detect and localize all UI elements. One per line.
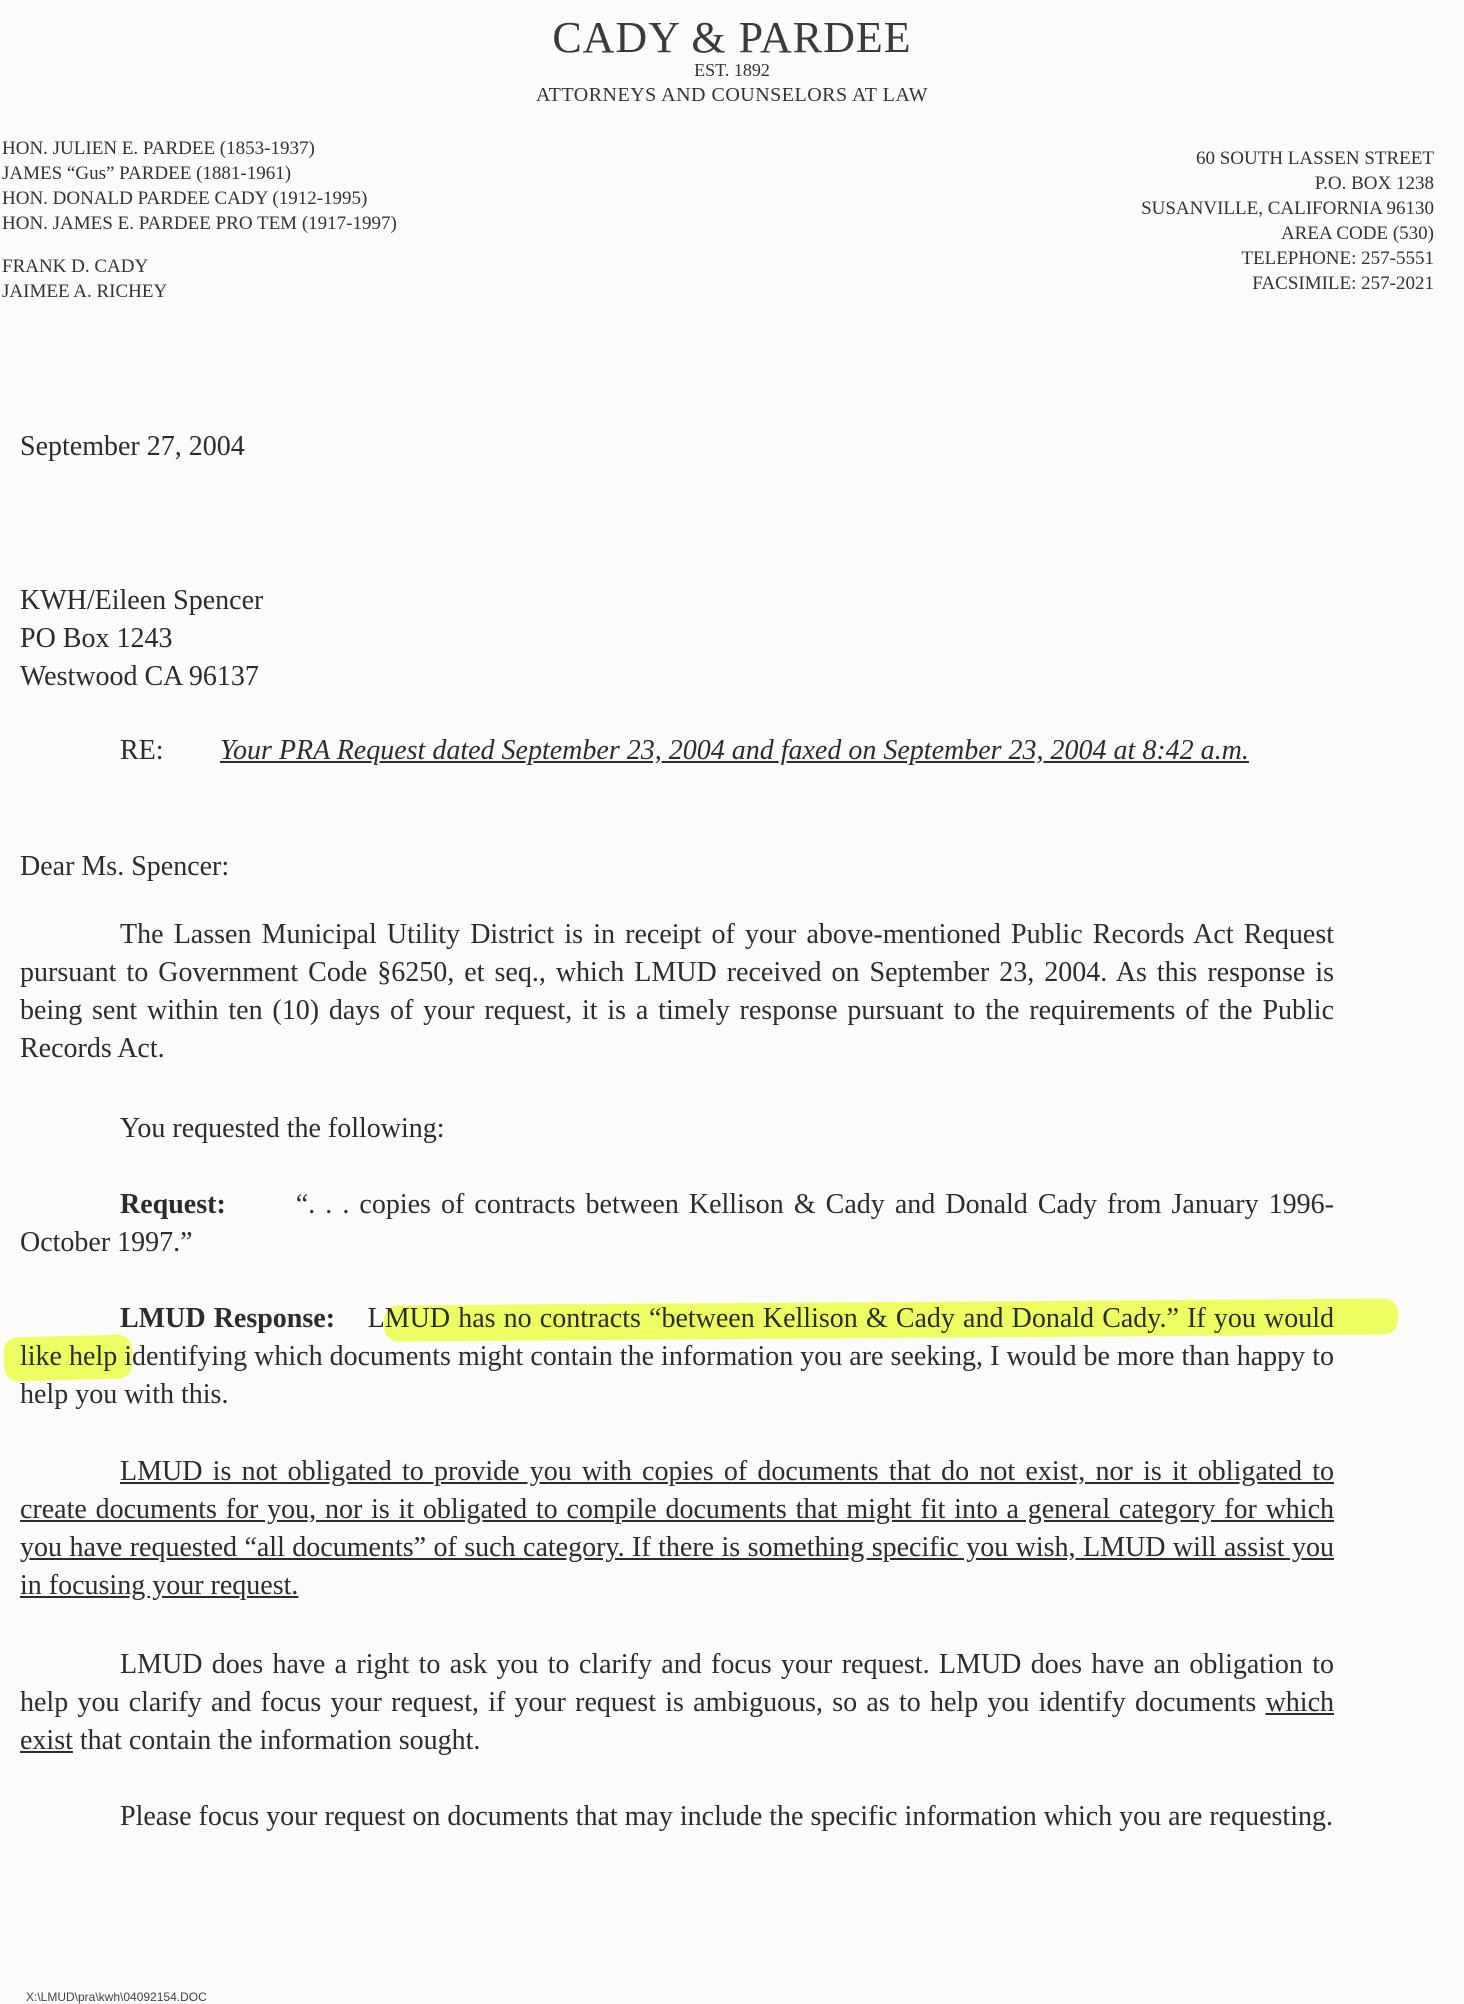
paragraph-response (20, 1300, 1334, 1414)
paragraph-text: The Lassen Municipal Utility District is in receipt of your above-mentioned Public Records Act Request pursuant to Government Code §6250, et seq., which LMUD received on September 23, 2004. As this response is being sent within ten (10) days of your request, it is a timely response pursuant to the requirements of the Public Records Act. (20, 919, 1334, 1064)
re-line (20, 732, 1332, 770)
re-subject: Your PRA Request dated September 23, 2004 and faxed on September 23, 2004 at 8:42 a.m. (220, 735, 1249, 766)
address-street: 60 SOUTH LASSEN STREET (1195, 148, 1434, 169)
address-city: SUSANVILLE, CALIFORNIA 96130 (1141, 198, 1434, 219)
paragraph-clarify (20, 1646, 1334, 1760)
paragraph-text: LMUD is not obligated to provide you with copies of documents that do not exist, nor is it obligated to create documents for you, nor is it obligated to compile documents that might fit into a general category for which you have requested “all documents” of such category. If there is something specific you wish, LMUD will assist you in focusing your request. (20, 1456, 1334, 1601)
salutation: Dear Ms. Spencer: (20, 851, 230, 882)
recipient-po-box: PO Box 1243 (20, 623, 173, 654)
address-telephone: TELEPHONE: 257-5551 (1241, 248, 1434, 269)
re-label: RE: (120, 735, 164, 766)
current-attorney: JAIMEE A. RICHEY (2, 281, 168, 302)
historic-partner: HON. JAMES E. PARDEE PRO TEM (1917-1997) (2, 213, 397, 234)
paragraph-not-obligated (20, 1453, 1334, 1605)
paragraph-request (20, 1186, 1334, 1262)
current-attorney: FRANK D. CADY (2, 256, 149, 277)
firm-address (1141, 146, 1434, 296)
historic-partner: HON. JULIEN E. PARDEE (1853-1937) (2, 138, 315, 159)
recipient-name: KWH/Eileen Spencer (20, 585, 264, 616)
response-label: LMUD Response: (120, 1303, 336, 1334)
recipient-address (20, 582, 263, 696)
recipient-city: Westwood CA 96137 (20, 661, 259, 692)
address-area-code: AREA CODE (530) (1280, 223, 1434, 244)
paragraph-text: Please focus your request on documents that may include the specific information which you are requesting. (120, 1801, 1333, 1832)
paragraph-receipt (20, 916, 1334, 1068)
historic-partner: HON. DONALD PARDEE CADY (1912-1995) (2, 188, 368, 209)
partner-list (2, 136, 397, 304)
paragraph-text: LMUD does have a right to ask you to clarify and focus your request. LMUD does have an obligation to help you clarify and focus your request, if your request is ambiguous, so as to help you identify documents (20, 1649, 1334, 1718)
established-year: EST. 1892 (694, 60, 770, 80)
address-facsimile: FACSIMILE: 257-2021 (1252, 273, 1434, 294)
paragraph-focus (20, 1798, 1334, 1836)
historic-partner: JAMES “Gus” PARDEE (1881-1961) (2, 163, 292, 184)
paragraph-requested (20, 1110, 1334, 1148)
response-highlighted-text: LMUD has no contracts “between Kellison & Cady and Donald Cady.” (367, 1303, 1179, 1334)
request-label: Request: (120, 1189, 226, 1220)
firm-tagline: ATTORNEYS AND COUNSELORS AT LAW (535, 84, 929, 106)
request-text: “. . . copies of contracts between Kellison & Cady and Donald Cady from January 1996-October 1997.” (20, 1189, 1334, 1258)
paragraph-text: that contain the information sought. (72, 1725, 481, 1756)
file-path-footer: X:\LMUD\pra\kwh\04092154.DOC (26, 1990, 207, 2004)
address-po-box: P.O. BOX 1238 (1314, 173, 1434, 194)
firm-name: CADY & PARDEE (552, 13, 912, 62)
response-text: If you would like help identifying which documents might contain the information you are seeking, I would be more than happy to help you with this. (20, 1303, 1335, 1410)
letter-date: September 27, 2004 (20, 431, 245, 462)
paragraph-text: You requested the following: (120, 1113, 445, 1144)
underlined-phrase: which exist (20, 1687, 1334, 1756)
